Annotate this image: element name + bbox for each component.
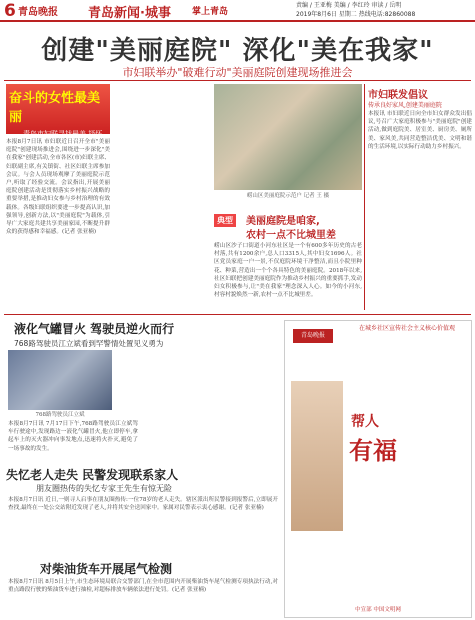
ad-illustration (291, 381, 343, 531)
driver-photo-caption: 768路驾驶员江立斌 (35, 412, 85, 418)
ad-logo: 青岛晚报 (293, 329, 333, 343)
banner-subtitle: ——青岛市妇联寻找最美 抒怀 (9, 130, 103, 138)
article3-subhead: 朋友圈热传的失忆专家王先生有惊无险 (36, 484, 172, 493)
typical-body: 崂山区沙子口街道小河东社区是一个有600多年历史的古老村落,共有1200余户,总人口3315人,其中妇女1696人。社区党员家庭一户一景,不仅庭院环境干净整洁,而且小院里种花、种菜,营造出一个个各具特色的美丽庭院。2018年以来,社区妇联把创建美丽庭院作为推动乡村振兴的重要抓手,发动妇女积极参与,让"美在我家"理念深入人心。如今的小河东,村容村貌焕然一新,农村一点不比城里差。 (214, 243, 362, 299)
divider (4, 80, 471, 81)
article2-headline: 液化气罐冒火 驾驶员逆火而行 (14, 322, 175, 336)
courtyard-photo (214, 84, 362, 190)
date-line: 2019年8月6日 星期二 热线电话:82860088 (296, 11, 416, 18)
article2-body-cont (142, 350, 278, 460)
article3-headline: 失忆老人走失 民警发现联系家人 (6, 468, 179, 482)
section-divider (4, 314, 471, 315)
driver-photo (8, 350, 112, 410)
photo-image (8, 350, 112, 410)
right-headline: 市妇联发倡议 (368, 90, 428, 101)
left-article-body-cont (114, 84, 212, 288)
photo-image (214, 84, 362, 190)
ad-line-2: 有福 (349, 436, 397, 465)
photo-caption: 崂山区美丽庭院示范户 记者 王 摄 (246, 193, 330, 199)
typical-tag: 典型 (214, 214, 236, 227)
column-divider (364, 84, 365, 310)
banner (6, 84, 110, 138)
right-body: 本报讯 市妇联近日向全市妇女群众发出倡议,号召广大家庭积极参与"美丽庭院"创建活动,做到庭院美、居室美、厨房美、厕所美、家风美,共同营造整洁优美、文明和谐的生活环境,以实际行动助力乡村振兴。 (368, 111, 472, 150)
typical-headline-2: 农村一点不比城里差 (246, 230, 336, 241)
public-service-ad (284, 320, 472, 618)
ad-title: 在城乡社区宣传社会主义核心价值观 (358, 325, 455, 332)
editor-line: 责编 / 王亚梅 美编 / 李红玲 审读 / 岳明 (296, 2, 402, 9)
banner-title: 奋斗的女性最美丽 (9, 91, 101, 125)
section-title: 青岛新闻·城事 (88, 6, 171, 21)
brand-label: 掌上青岛 (192, 7, 229, 17)
newspaper-name: 青岛晚报 (18, 7, 58, 18)
main-subheadline: 市妇联举办"破难行动"美丽庭院创建现场推进会 (122, 66, 353, 79)
ad-line-1: 帮人 (351, 414, 379, 430)
left-article-body: 本报8月7日讯 市妇联近日召开全市"美丽庭院"创建现场推进会,围绕进一步深化"美在我家"创建活动,全市各区(市)妇联主席、妇联副主席,有关镇街、社区妇联主席参加会议。与会人员现场观摩了美丽庭院示范户,听取了经验交流。会议指出,开展美丽庭院创建活动是贯彻落实乡村振兴战略的重要举措,是推动妇女参与乡村治理的有效载体。各级妇联组织要进一步提高认识,加强领导,创新方法,以"美丽庭院"为载体,引导广大家庭共建共享美丽家园,不断提升群众的获得感和幸福感。(记者 张亚楠) (6, 139, 110, 236)
article2-body: 本报8月7日讯 7月17日下午,768路驾驶员江立斌驾车行驶途中,发现路边一液化气罐冒火,他立即停车,拿起车上的灭火器冲向事发地点,迅速将火扑灭,避免了一场事故的发生。 (8, 421, 138, 452)
article4-body: 本报8月7日讯 8月5日上午,市生态环境局联合交警部门,在全市范围内开展柴油货车尾气检测专项执法行动,对重点路段行驶的柴油货车进行抽检,对超标排放车辆依法进行处罚。(记者 张亚楠) (8, 579, 278, 594)
main-headline: 创建"美丽庭院" 深化"美在我家" (41, 36, 434, 66)
typical-headline-1: 美丽庭院是咱家, (246, 216, 320, 227)
editor-credits (296, 1, 474, 19)
page-number: 6 (4, 1, 16, 21)
ad-footer: 中宣部 中国文明网 (355, 607, 401, 613)
article4-headline: 对柴油货车开展尾气检测 (40, 562, 173, 576)
right-subhead: 传承良好家风,创建美丽庭院 (368, 102, 442, 109)
article2-subhead: 768路驾驶员江立斌看到罕警情处置见义勇为 (14, 339, 164, 348)
article3-body: 本报8月7日讯 近日,一则寻人启事在朋友圈热传:一位78岁的老人走失。辖区派出所民警接到报警后,立即展开查找,最终在一处公交站附近发现了老人,并将其安全送回家中。家属对民警表示衷心感谢。(记者 张亚楠) (8, 497, 278, 512)
